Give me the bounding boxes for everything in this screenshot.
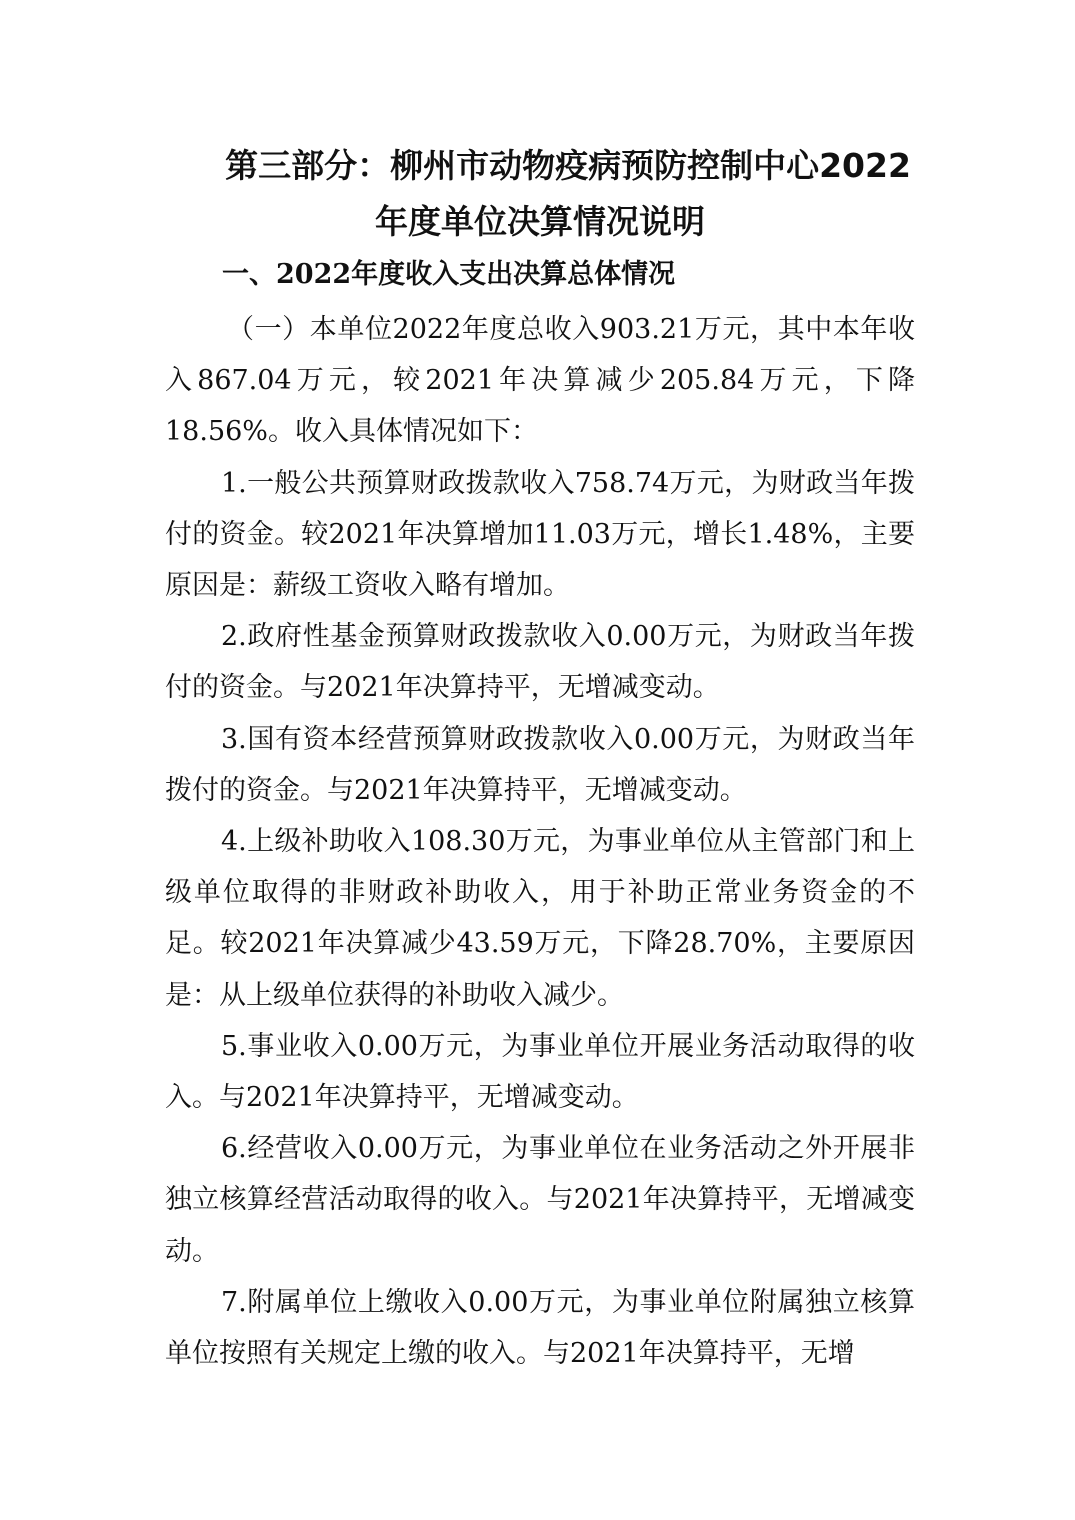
- paragraph-item-2: 2.政府性基金预算财政拨款收入0.00万元，为财政当年拨付的资金。与2021年决算持平，无增减变动。: [165, 621, 915, 704]
- paragraph-total-income: （一）本单位2022年度总收入903.21万元，其中本年收入867.04万元，较2021年决算减少205.84万元，下降18.56%。收入具体情况如下：: [165, 314, 915, 448]
- paragraph-item-1: 1.一般公共预算财政拨款收入758.74万元，为财政当年拨付的资金。较2021年决算增加11.03万元，增长1.48%，主要原因是：薪级工资收入略有增加。: [165, 467, 915, 602]
- paragraph-item-5: 5.事业收入0.00万元，为事业单位开展业务活动取得的收入。与2021年决算持平，无增减变动。: [165, 1030, 915, 1114]
- paragraph-item-4: 4.上级补助收入108.30万元，为事业单位从主管部门和上级单位取得的非财政补助收入，用于补助正常业务资金的不足。较2021年决算减少43.59万元，下降28.70%，主要原因是：从上级单位获得的补助收入减少。: [165, 826, 915, 1011]
- paragraph-item-7: 7.附属单位上缴收入0.00万元，为事业单位附属独立核算单位按照有关规定上缴的收入。与2021年决算持平，无增: [165, 1286, 915, 1370]
- document-body: [165, 304, 915, 1379]
- paragraph-item-6: 6.经营收入0.00万元，为事业单位在业务活动之外开展非独立核算经营活动取得的收入。与2021年决算持平，无增减变动。: [165, 1133, 915, 1267]
- section-heading: 一、2022年度收入支出决算总体情况: [222, 259, 676, 290]
- page-title: 第三部分：柳州市动物疫病预防控制中心2022年度单位决算情况说明: [225, 146, 911, 241]
- paragraph-item-3: 3.国有资本经营预算财政拨款收入0.00万元，为财政当年拨付的资金。与2021年决算持平，无增减变动。: [165, 723, 915, 806]
